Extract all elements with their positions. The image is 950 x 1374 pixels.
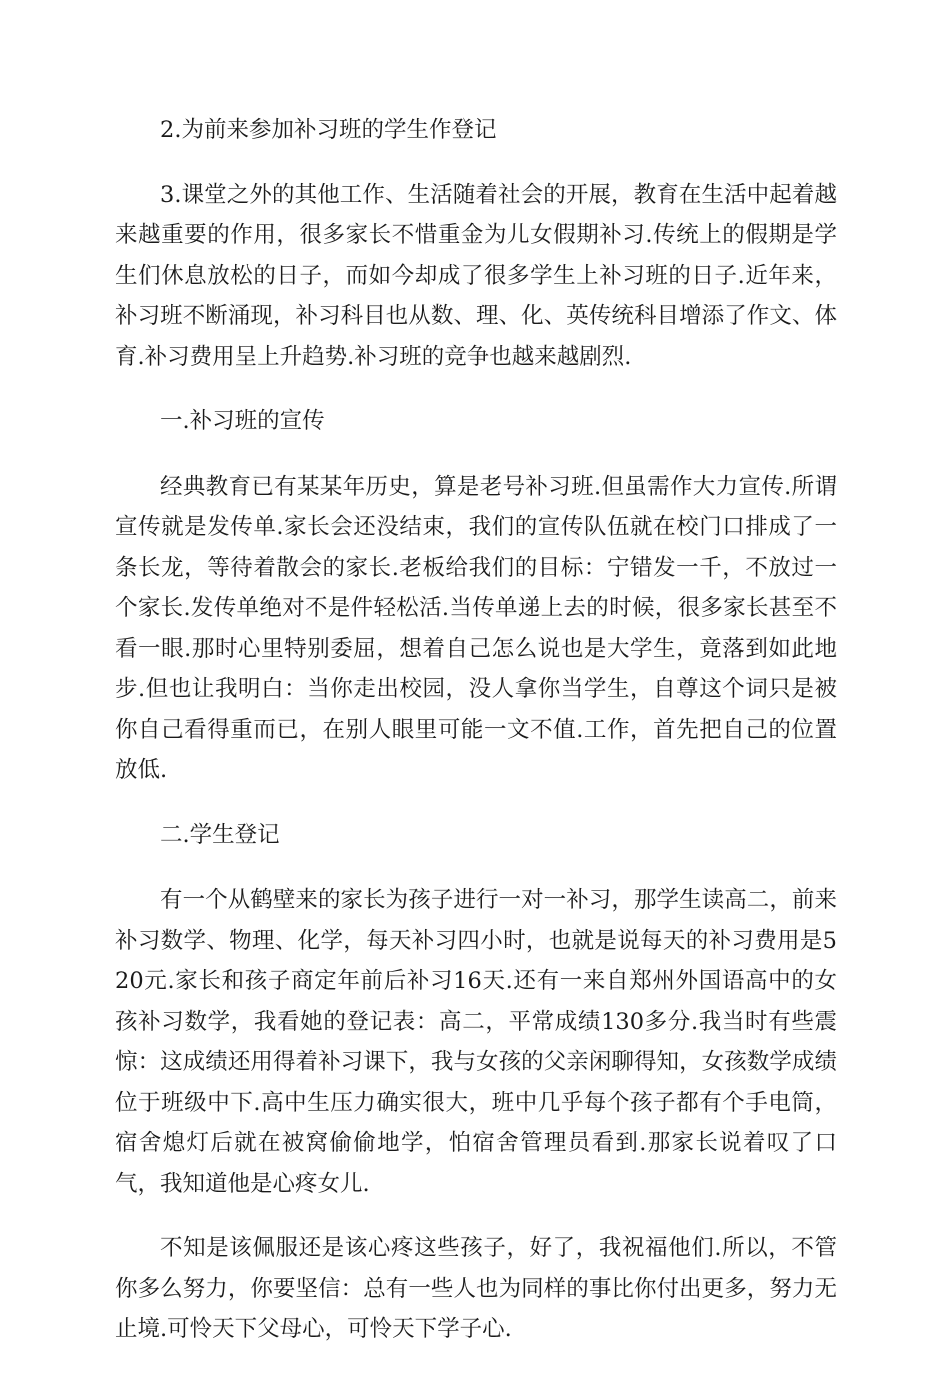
paragraph-step-2: 2.为前来参加补习班的学生作登记 (160, 117, 497, 143)
paragraph-publicity: 经典教育已有某某年历史，算是老号补习班.但虽需作大力宣传.所谓宣传就是发传单.家长会还没结束，我们的宣传队伍就在校门口排成了一条长龙，等待着散会的家长.老板给我们的目标：宁错发一千，不放过一个家长.发传单绝对不是件轻松活.当传单递上去的时候，很多家长甚至不看一眼.那时心里特别委屈，想着自己怎么说也是大学生，竟落到如此地步.但也让我明白：当你走出校园，没人拿你当学生，自尊这个词只是被你自己看得重而已，在别人眼里可能一文不值.工作，首先把自己的位置放低. (115, 473, 837, 783)
document-body (115, 110, 837, 1374)
paragraph-conclusion: 不知是该佩服还是该心疼这些孩子，好了，我祝福他们.所以，不管你多么努力，你要坚信：总有一些人也为同样的事比你付出更多，努力无止境.可怜天下父母心，可怜天下学子心. (115, 1235, 837, 1342)
section-heading-registration: 二.学生登记 (160, 821, 280, 848)
paragraph-step-3: 3.课堂之外的其他工作、生活随着社会的开展，教育在生活中起着越来越重要的作用，很多家长不惜重金为儿女假期补习.传统上的假期是学生们休息放松的日子，而如今却成了很多学生上补习班的日子.近年来，补习班不断涌现，补习科目也从数、理、化、英传统科目增添了作文、体育.补习费用呈上升趋势.补习班的竞争也越来越剧烈. (115, 181, 837, 370)
paragraph-registration: 有一个从鹤壁来的家长为孩子进行一对一补习，那学生读高二，前来补习数学、物理、化学，每天补习四小时，也就是说每天的补习费用是520元.家长和孩子商定年前后补习16天.还有一来自郑州外国语高中的女孩补习数学，我看她的登记表：高二，平常成绩130多分.我当时有些震惊：这成绩还用得着补习课下，我与女孩的父亲闲聊得知，女孩数学成绩位于班级中下.高中生压力确实很大，班中几乎每个孩子都有个手电筒，宿舍熄灯后就在被窝偷偷地学，怕宿舍管理员看到.那家长说着叹了口气，我知道他是心疼女儿. (115, 887, 837, 1197)
section-heading-publicity: 一.补习班的宣传 (160, 408, 325, 434)
